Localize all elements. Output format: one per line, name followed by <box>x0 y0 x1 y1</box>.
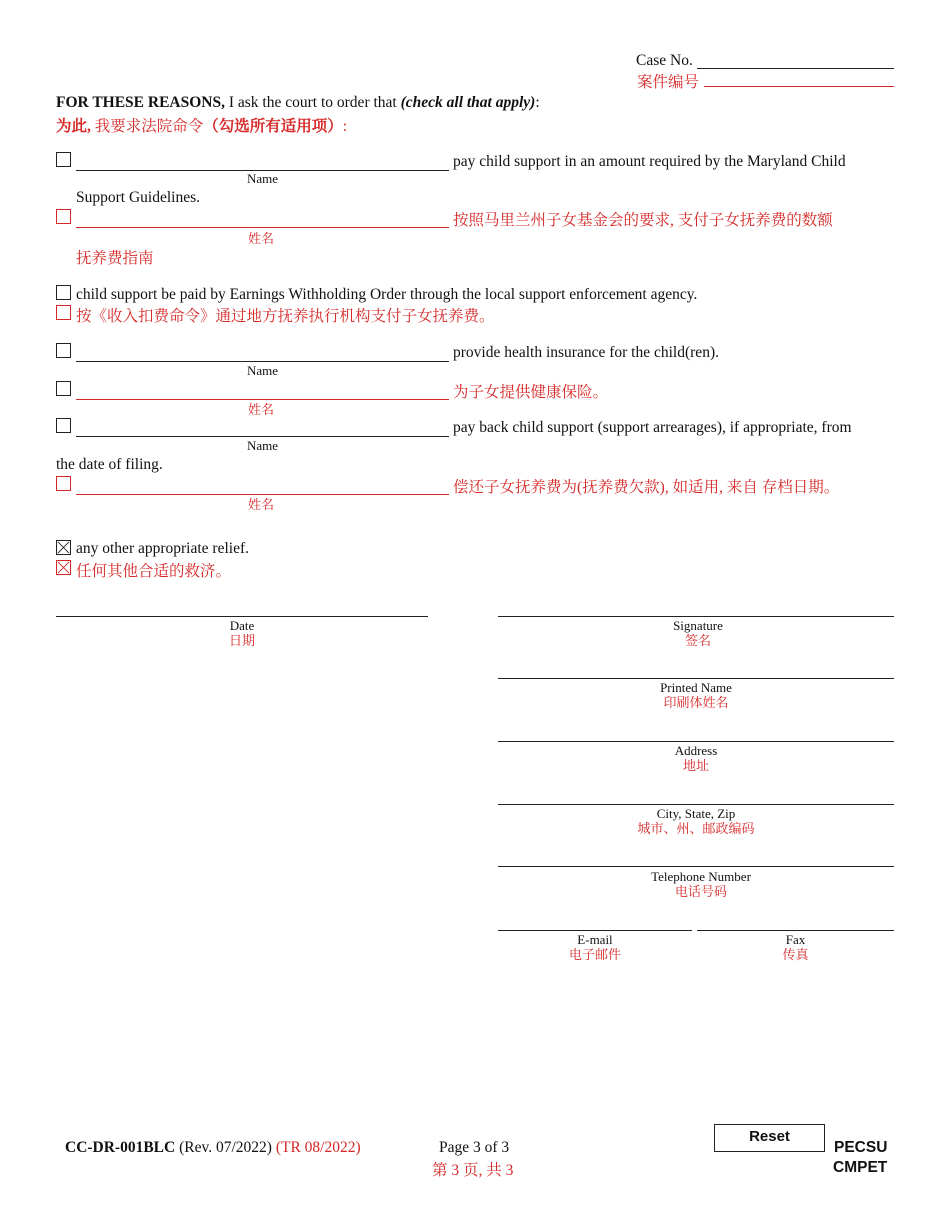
arrears-text: pay back child support (support arrearages), if appropriate, from <box>453 419 852 436</box>
fax-line[interactable] <box>697 930 894 931</box>
support-text-zh: 按照马里兰州子女基金会的要求, 支付子女抚养费的数额 <box>453 212 833 229</box>
other-relief-text-zh: 任何其他合适的救济。 <box>76 563 232 580</box>
arrears-text-zh: 偿还子女抚养费为(抚养费欠款), 如适用, 来自 存档日期。 <box>453 479 840 496</box>
other-relief-text: any other appropriate relief. <box>76 540 249 557</box>
case-no-field[interactable] <box>697 50 894 69</box>
check-all-note: (check all that apply) <box>400 94 536 111</box>
withholding-checkbox[interactable] <box>56 285 71 300</box>
signature-line[interactable] <box>498 616 894 617</box>
printed-name-label: Printed Name <box>660 680 732 695</box>
page-number-zh: 第 3 页, 共 3 <box>432 1162 514 1179</box>
for-these-reasons: FOR THESE REASONS, <box>56 94 225 111</box>
insurance-name-field-zh[interactable] <box>76 381 449 400</box>
insurance-name-field[interactable] <box>76 343 449 362</box>
fax-label: Fax <box>785 932 806 947</box>
support-name-field[interactable] <box>76 152 449 171</box>
date-label-group <box>56 618 428 648</box>
intro-line <box>56 94 540 112</box>
arrears-text-cont: the date of filing. <box>56 456 163 473</box>
support-checkbox[interactable] <box>56 152 71 167</box>
form-code-1: PECSU <box>834 1139 888 1156</box>
city-state-zip-label-group <box>498 806 894 836</box>
intro-ask: I ask the court to order that <box>224 94 401 111</box>
check-all-note-zh: （勾选所有适用项） <box>203 118 343 135</box>
intro-line-zh <box>56 114 347 136</box>
case-no-field-zh-line <box>704 68 894 87</box>
arrears-name-field[interactable] <box>76 418 449 437</box>
support-name-label-zh: 姓名 <box>248 231 275 246</box>
support-checkbox-zh[interactable] <box>56 209 71 224</box>
form-revision: (Rev. 07/2022) <box>175 1139 276 1156</box>
date-label-zh: 日期 <box>228 633 255 648</box>
check-x-icon <box>57 541 70 554</box>
signature-label-zh: 签名 <box>684 633 711 648</box>
support-text: pay child support in an amount required by the Maryland Child <box>453 153 846 170</box>
arrears-name-label-zh: 姓名 <box>248 497 275 512</box>
withholding-text: child support be paid by Earnings Withholding Order through the local support enforcement agency. <box>76 286 698 303</box>
address-label: Address <box>674 743 718 758</box>
telephone-label-group <box>498 869 904 899</box>
address-line[interactable] <box>498 741 894 742</box>
support-text-cont: Support Guidelines. <box>76 189 200 206</box>
insurance-text-zh: 为子女提供健康保险。 <box>453 384 609 401</box>
support-name-field-zh[interactable] <box>76 209 449 228</box>
fax-label-zh: 传真 <box>782 947 809 962</box>
insurance-checkbox-zh[interactable] <box>56 381 71 396</box>
case-no-label: Case No. <box>636 52 693 69</box>
signature-label: Signature <box>673 618 723 633</box>
fax-label-group <box>697 932 894 962</box>
printed-name-label-zh: 印刷体姓名 <box>663 695 729 710</box>
telephone-label: Telephone Number <box>651 869 751 884</box>
address-label-group <box>498 743 894 773</box>
arrears-checkbox-zh[interactable] <box>56 476 71 491</box>
insurance-text: provide health insurance for the child(ren). <box>453 344 719 361</box>
email-label-zh: 电子邮件 <box>568 947 621 962</box>
support-name-label: Name <box>247 171 279 186</box>
printed-name-line[interactable] <box>498 678 894 679</box>
form-translation-revision: (TR 08/2022) <box>275 1139 361 1156</box>
other-relief-checkbox[interactable] <box>56 540 71 555</box>
form-id-line <box>65 1139 361 1157</box>
city-state-zip-label-zh: 城市、州、邮政编码 <box>637 821 755 836</box>
case-no-label-zh: 案件编号 <box>637 74 700 91</box>
signature-label-group <box>498 618 898 648</box>
city-state-zip-line[interactable] <box>498 804 894 805</box>
withholding-checkbox-zh[interactable] <box>56 305 71 320</box>
intro-ask-zh: 我要求法院命令 <box>90 118 204 135</box>
check-x-icon <box>57 561 70 574</box>
date-label: Date <box>229 618 255 633</box>
form-code-2: CMPET <box>833 1159 888 1176</box>
insurance-name-label: Name <box>247 363 279 378</box>
support-text-zh-cont: 抚养费指南 <box>76 250 154 267</box>
form-id: CC-DR-001BLC <box>65 1139 176 1156</box>
insurance-name-label-zh: 姓名 <box>248 402 275 417</box>
date-line[interactable] <box>56 616 428 617</box>
arrears-name-field-zh[interactable] <box>76 476 449 495</box>
email-label-group <box>498 932 692 962</box>
for-these-reasons-zh: 为此, <box>56 118 91 135</box>
page-number: Page 3 of 3 <box>439 1139 510 1156</box>
printed-name-label-group <box>498 680 894 710</box>
city-state-zip-label: City, State, Zip <box>656 806 736 821</box>
arrears-checkbox[interactable] <box>56 418 71 433</box>
intro-colon: : <box>535 94 540 111</box>
telephone-label-zh: 电话号码 <box>674 884 727 899</box>
address-label-zh: 地址 <box>682 758 709 773</box>
arrears-name-label: Name <box>247 438 279 453</box>
reset-button[interactable]: Reset <box>714 1124 825 1152</box>
insurance-checkbox[interactable] <box>56 343 71 358</box>
telephone-line[interactable] <box>498 866 894 867</box>
email-label: E-mail <box>577 932 613 947</box>
email-line[interactable] <box>498 930 692 931</box>
other-relief-checkbox-zh[interactable] <box>56 560 71 575</box>
withholding-text-zh: 按《收入扣费命令》通过地方抚养执行机构支付子女抚养费。 <box>76 308 495 325</box>
intro-colon-zh: : <box>342 118 348 135</box>
